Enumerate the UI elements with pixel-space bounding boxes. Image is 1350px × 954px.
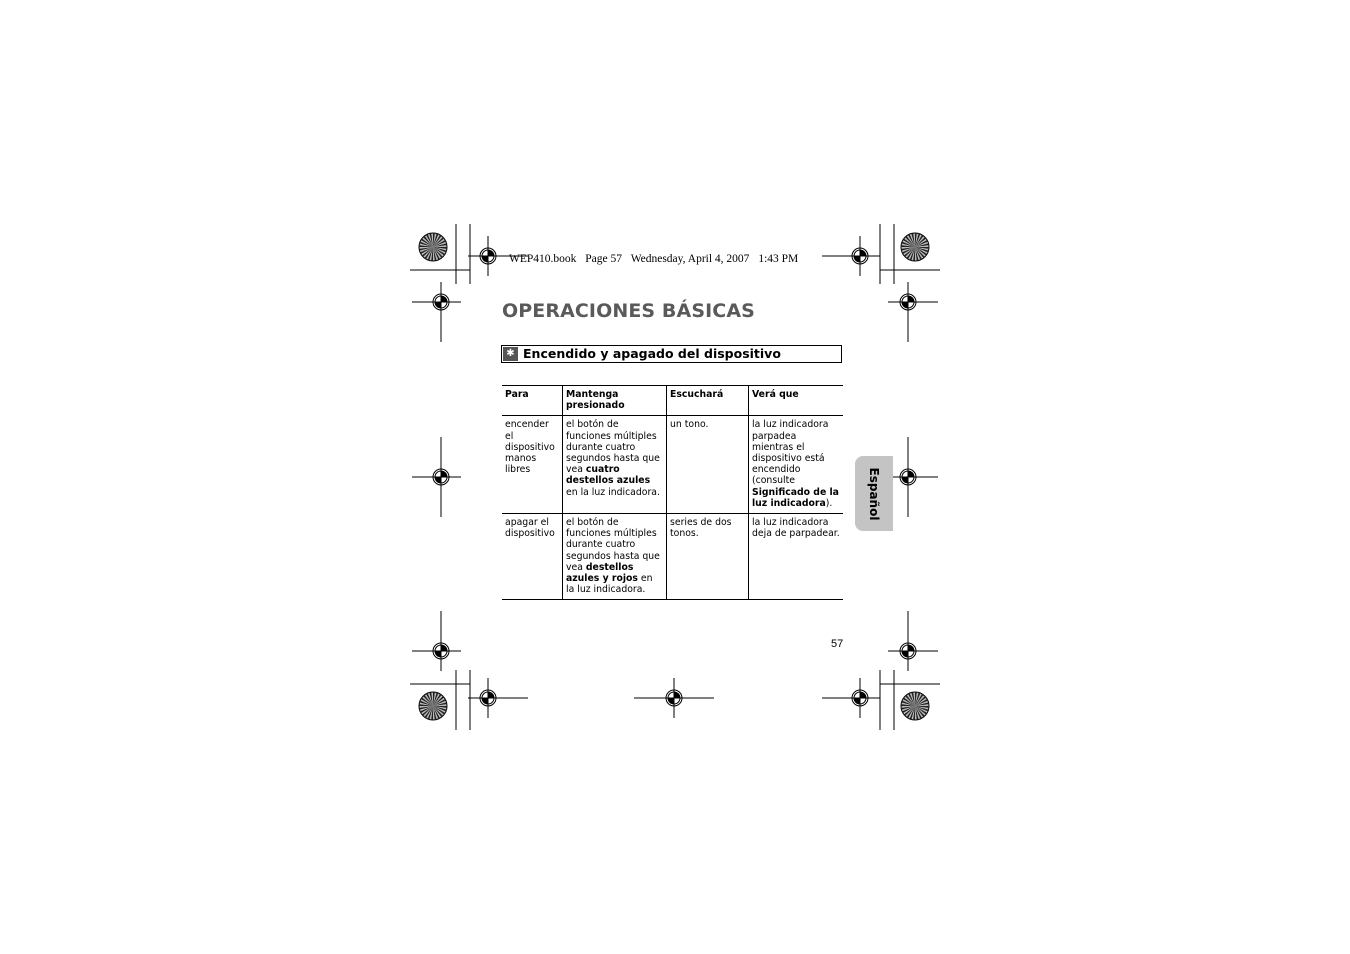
header-vera: Verá que	[749, 386, 844, 416]
header-escuchara: Escuchará	[667, 386, 749, 416]
registration-mark	[840, 678, 880, 718]
registration-mark	[888, 631, 928, 671]
star-target-mark	[419, 692, 447, 720]
slug-time: 1:43 PM	[758, 253, 799, 265]
cell-escuchara: un tono.	[667, 416, 749, 514]
registration-mark	[468, 678, 508, 718]
side-tab-label: Español	[867, 467, 881, 520]
cell-vera: la luz indicadora deja de parpadear.	[749, 514, 844, 600]
cell-mantenga: el botón de funciones múltiples durante cuatro segundos hasta que vea cuatro destellos azules en la luz indicadora.	[563, 416, 667, 514]
page-number: 57	[831, 638, 844, 650]
language-side-tab	[855, 456, 893, 531]
page-title: OPERACIONES BÁSICAS	[502, 300, 755, 322]
registration-mark	[468, 236, 508, 276]
registration-mark	[421, 282, 461, 322]
star-target-mark	[901, 692, 929, 720]
table-row	[502, 416, 843, 514]
slug-page: Page 57	[585, 253, 623, 265]
cell-para: encender el dispositivo manos libres	[505, 419, 555, 476]
cell-vera: la luz indicadora parpadea mientras el dispositivo está encendido (consulte Significado de la luz indicadora).	[749, 416, 844, 514]
header-mantenga: Mantenga presionado	[563, 386, 667, 416]
operations-table	[502, 385, 843, 600]
slug-file: WEP410.book	[509, 253, 577, 265]
cell-mantenga: el botón de funciones múltiples durante cuatro segundos hasta que vea destellos azules y rojos en la luz indicadora.	[563, 514, 667, 600]
slug-date: Wednesday, April 4, 2007	[630, 253, 750, 265]
section-heading-box	[501, 345, 842, 363]
star-target-mark	[901, 233, 929, 261]
registration-mark	[888, 282, 928, 322]
registration-mark	[840, 236, 880, 276]
cell-escuchara: series de dos tonos.	[667, 514, 749, 600]
cell-para: apagar el dispositivo	[505, 517, 555, 540]
bluetooth-icon: ✱	[503, 347, 518, 361]
section-heading: Encendido y apagado del dispositivo	[523, 346, 781, 361]
header-para: Para	[502, 386, 563, 416]
registration-mark	[421, 631, 461, 671]
print-slug	[509, 253, 804, 265]
table-header-row	[502, 386, 843, 416]
star-target-mark	[419, 233, 447, 261]
table-row	[502, 514, 843, 600]
